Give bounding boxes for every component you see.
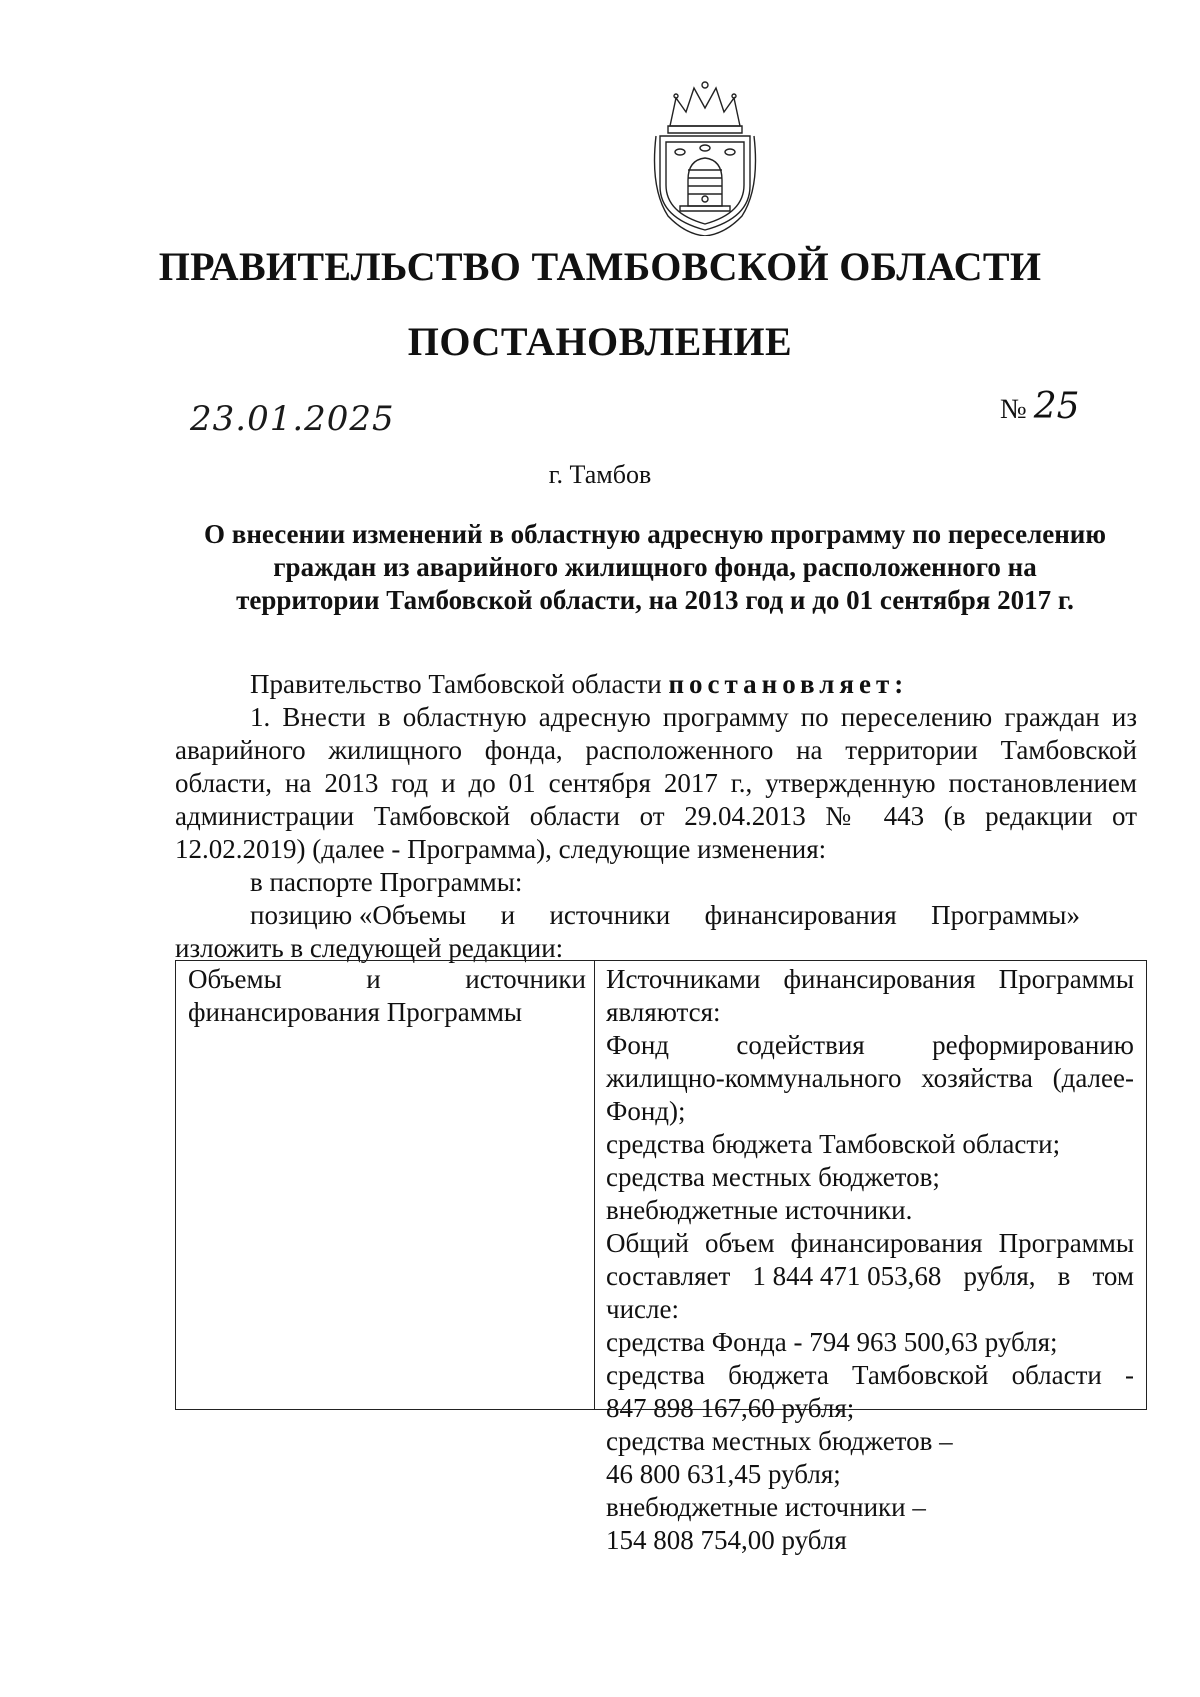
document-city: г. Тамбов xyxy=(548,460,652,489)
passport-paragraph: в паспорте Программы: xyxy=(250,867,523,897)
value-line: Фонд); xyxy=(606,1096,686,1126)
value-line: являются: xyxy=(606,997,721,1027)
value-word: средства xyxy=(606,1360,706,1390)
value-word: реформированию xyxy=(932,1030,1134,1060)
value-word: 1 844 471 053,68 xyxy=(752,1261,942,1291)
subject-line: О внесении изменений в областную адресную программу по переселению xyxy=(204,519,1106,549)
number-value: 25 xyxy=(1033,386,1080,427)
decree-intro-paragraph xyxy=(175,668,1137,701)
decree-word: постановляет: xyxy=(668,669,909,699)
subject-line: граждан из аварийного жилищного фонда, расположенного на xyxy=(273,552,1037,582)
tambov-coat-of-arms-icon xyxy=(640,78,770,236)
item-line: аварийного жилищного фонда, расположенного на территории Тамбовской xyxy=(175,735,1137,765)
position-paragraph xyxy=(175,899,1137,965)
position-line: изложить в следующей редакции: xyxy=(175,933,564,963)
value-line: жилищно-коммунального хозяйства (далее- xyxy=(606,1063,1134,1093)
table-cell-value xyxy=(606,963,1134,1557)
item-line: 1. Внести в областную адресную программу по переселению граждан из xyxy=(250,702,1137,732)
value-line: числе: xyxy=(606,1294,679,1324)
table-column-divider xyxy=(594,961,595,1409)
document-subject xyxy=(175,518,1135,617)
value-word: - xyxy=(1124,1360,1134,1390)
number-prefix: № xyxy=(1000,394,1027,425)
subject-line: территории Тамбовской области, на 2013 год и до 01 сентября 2017 г. xyxy=(236,585,1074,615)
document-number xyxy=(1000,386,1080,427)
document-date: 23.01.2025 xyxy=(190,399,395,439)
item-line: 12.02.2019) (далее - Программа), следующие изменения: xyxy=(175,834,827,864)
item-line: администрации Тамбовской области от 29.04.2013 № 443 (в редакции от xyxy=(175,801,1137,831)
value-line: Общий объем финансирования Программы xyxy=(606,1228,1134,1258)
value-line: 154 808 754,00 рубля xyxy=(606,1525,847,1555)
label-line: финансирования Программы xyxy=(188,997,523,1027)
value-line: 46 800 631,45 рубля; xyxy=(606,1459,841,1489)
position-word: источники xyxy=(549,900,671,930)
position-word: и xyxy=(500,900,516,930)
value-line: средства бюджета Тамбовской области; xyxy=(606,1129,1061,1159)
value-word: рубля, xyxy=(963,1261,1036,1291)
value-word: Фонд xyxy=(606,1030,670,1060)
position-word: финансирования xyxy=(704,900,897,930)
label-word: источники xyxy=(465,964,586,994)
value-line: средства местных бюджетов; xyxy=(606,1162,940,1192)
item-1-paragraph xyxy=(175,701,1137,866)
label-word: и xyxy=(366,964,381,994)
value-line: 847 898 167,60 рубля; xyxy=(606,1393,855,1423)
item-line: области, на 2013 год и до 01 сентября 2017 г., утвержденную постановлением xyxy=(175,768,1137,798)
value-word: составляет xyxy=(606,1261,731,1291)
document-type-title: ПОСТАНОВЛЕНИЕ xyxy=(407,319,793,364)
value-word: том xyxy=(1092,1261,1134,1291)
value-line: внебюджетные источники. xyxy=(606,1195,913,1225)
position-word: Программы» xyxy=(931,900,1080,930)
position-word: позицию «Объемы xyxy=(250,900,467,930)
value-word: области xyxy=(1011,1360,1102,1390)
value-word: бюджета xyxy=(728,1360,829,1390)
value-line: средства Фонда - 794 963 500,63 рубля; xyxy=(606,1327,1058,1357)
table-cell-label xyxy=(188,963,586,1029)
funding-table xyxy=(175,960,1147,1555)
value-word: в xyxy=(1057,1261,1071,1291)
value-word: Тамбовской xyxy=(852,1360,989,1390)
value-line: средства местных бюджетов – xyxy=(606,1426,953,1456)
label-word: Объемы xyxy=(188,964,282,994)
organization-title: ПРАВИТЕЛЬСТВО ТАМБОВСКОЙ ОБЛАСТИ xyxy=(158,244,1042,289)
decree-intro-text: Правительство Тамбовской области xyxy=(250,669,662,699)
value-word: содействия xyxy=(736,1030,865,1060)
value-line: Источниками финансирования Программы xyxy=(606,964,1134,994)
value-line: внебюджетные источники – xyxy=(606,1492,926,1522)
